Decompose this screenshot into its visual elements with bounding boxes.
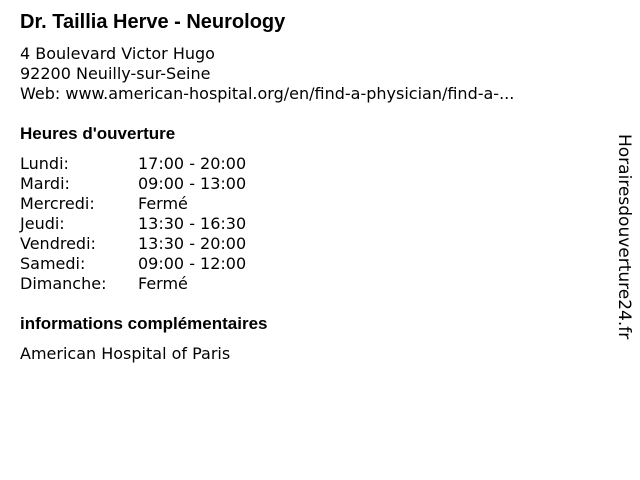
- hours-value: Fermé: [138, 194, 188, 213]
- day-label: Samedi:: [20, 254, 86, 273]
- hours-value: 17:00 - 20:00: [138, 154, 247, 173]
- hours-row-wednesday: [20, 194, 246, 214]
- hours-row-monday: [20, 154, 246, 174]
- additional-info-text: American Hospital of Paris: [20, 344, 231, 363]
- day-label: Mercredi:: [20, 194, 95, 213]
- hours-row-sunday: [20, 274, 246, 294]
- hours-value: 13:30 - 20:00: [138, 234, 247, 253]
- day-label: Mardi:: [20, 174, 70, 193]
- hours-value: 09:00 - 13:00: [138, 174, 247, 193]
- website-link[interactable]: Web: www.american-hospital.org/en/find-a-physician/find-a-...: [20, 84, 515, 103]
- hours-row-friday: [20, 234, 246, 254]
- hours-row-thursday: [20, 214, 246, 234]
- hours-value: 13:30 - 16:30: [138, 214, 247, 233]
- city-address: 92200 Neuilly-sur-Seine: [20, 64, 211, 83]
- street-address: 4 Boulevard Victor Hugo: [20, 44, 215, 63]
- opening-hours-table: [20, 154, 246, 294]
- day-label: Jeudi:: [20, 214, 65, 233]
- day-label: Vendredi:: [20, 234, 96, 253]
- day-label: Lundi:: [20, 154, 69, 173]
- hours-row-tuesday: [20, 174, 246, 194]
- opening-hours-heading: Heures d'ouverture: [20, 124, 176, 143]
- address-block: [20, 44, 514, 104]
- site-watermark: Horairesdouverture24.fr: [614, 134, 634, 340]
- hours-value: 09:00 - 12:00: [138, 254, 247, 273]
- hours-value: Fermé: [138, 274, 188, 293]
- page-title: Dr. Taillia Herve - Neurology: [20, 11, 286, 33]
- day-label: Dimanche:: [20, 274, 107, 293]
- hours-row-saturday: [20, 254, 246, 274]
- additional-info-heading: informations complémentaires: [20, 314, 268, 333]
